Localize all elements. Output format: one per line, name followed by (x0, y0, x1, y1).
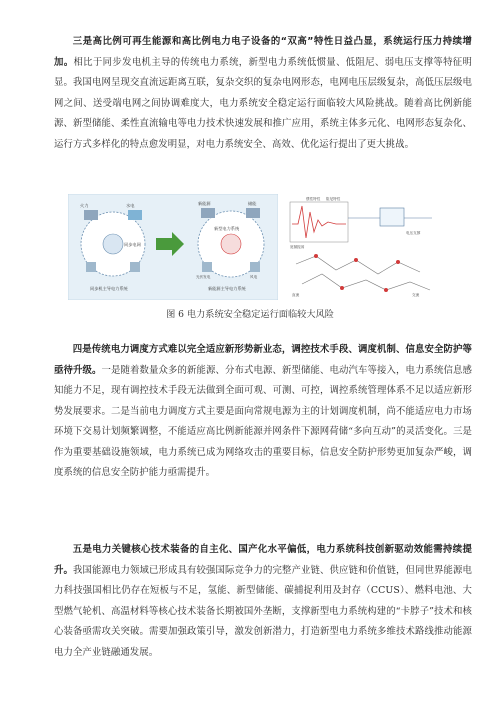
bottom-left-label: 直流 (292, 293, 300, 297)
paragraph-lead: 四是传统电力调度方式难以完全适应新形势新业态，调控技术手段、调度机制、信息安全防护等亟待升级。 (54, 344, 472, 376)
paragraph-dispatch (54, 340, 472, 484)
legend-1: 惯性特性 (306, 197, 321, 201)
paragraph-technology (54, 540, 472, 663)
power-plant-icon (84, 210, 98, 220)
wind-icon (250, 262, 260, 272)
hydro-icon (128, 210, 142, 220)
figure-right-panel (286, 194, 436, 300)
right-top-label-2: 储能 (248, 201, 257, 206)
right-bl-label: 光伏发电 (196, 275, 211, 279)
left-top-label-1: 火力 (80, 203, 89, 208)
paragraph-lead: 五是电力关键核心技术装备的自主化、国产化水平偏低，电力系统科技创新驱动效能需持续提升。 (54, 544, 472, 576)
right-top-label-1: 新能源 (198, 201, 211, 206)
renewable-icon (201, 208, 215, 218)
paragraph-lead: 三是高比例可再生能源和高比例电力电子设备的“双高”特性日益凸显，系统运行压力持续增加。 (54, 36, 472, 68)
left-mid-label: 同步电网 (124, 242, 141, 247)
paragraph-body: 一是随着数量众多的新能源、分布式电源、新型储能、电动汽车等接入，电力系统信息感知能力不足，现有调控技术手段无法做到全面可观、可测、可控，调控系统管理体系不足以适应新形势发展要求。二是当前电力调度方式主要是面向常规电源为主的计划调度机制，尚不能适应电力市场环境下交易计划频繁调整，不能适应高比例新能源并网条件下源网荷储“多向互动”的灵活变化。三是作为重要基础设施领域，电力系统已成为网络攻击的重要目标，信息安全防护形势更加复杂严峻，调度系统的信息安全防护能力亟需提升。 (54, 364, 472, 478)
converter-icon (380, 208, 404, 226)
left-top-label-2: 水电 (126, 203, 135, 208)
note-label: 宽频振荡 (290, 245, 305, 249)
right-br-label: 风电 (250, 275, 258, 279)
left-bottom-label: 同步机主导电力系统 (90, 286, 128, 291)
storage-icon (246, 208, 260, 218)
paragraph-body: 我国能源电力领域已形成具有较强国际竞争力的完整产业链、供应链和价值链，但同世界能源电力科技强国相比仍存在短板与不足，氢能、新型储能、碳捕捉利用及封存（CCUS）、燃料电池、大型燃气轮机、高温材料等核心技术装备长期被国外垄断，支撑新型电力系统构建的“卡脖子”技术和核心装备亟需攻关突破。需要加强政策引导，激发创新潜力，打造新型电力系统多维技术路线推动能源电力全产业链融通发展。 (54, 564, 472, 658)
right-mid-label: 新型电力系统 (214, 226, 240, 231)
pv-icon (202, 262, 212, 272)
legend-3: 电压支撑 (406, 231, 421, 235)
figure-6 (68, 194, 436, 300)
right-bottom-label: 新能源主导电力系统 (208, 286, 246, 291)
figure-caption: 图 6 电力系统安全稳定运行面临较大风险 (166, 309, 334, 320)
paragraph-body: 相比于同步发电机主导的传统电力系统，新型电力系统低惯量、低阻尼、弱电压支撑等特征明显。我国电网呈现交直流远距离互联，复杂交织的复杂电网形态，电网电压层级复杂，高低压层级电网之间、送受端电网之间协调难度大，电力系统安全稳定运行面临较大风险挑战。随着高比例新能源、新型储能、柔性直流输电等电力技术快速发展和推广应用，系统主体多元化、电网形态复杂化、运行方式多样化的特点愈发明显，对电力系统安全、高效、优化运行提出了更大挑战。 (54, 56, 472, 150)
figure-left-panel (68, 194, 278, 300)
legend-2: 阻尼特性 (326, 197, 341, 201)
bottom-right-label: 交流 (412, 293, 420, 297)
paragraph-dual-high (54, 32, 472, 155)
